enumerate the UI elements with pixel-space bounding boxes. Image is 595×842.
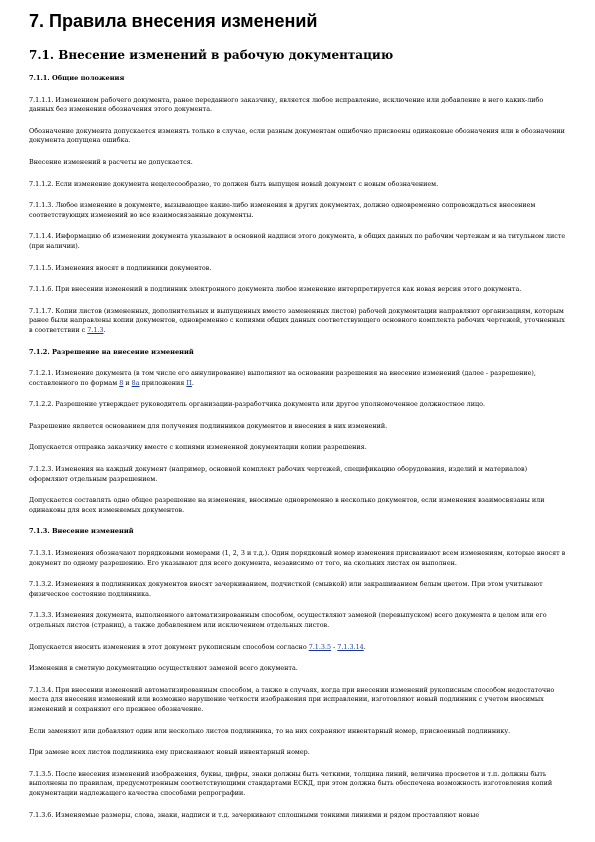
paragraph bbox=[29, 96, 568, 115]
paragraph-text: . bbox=[191, 378, 194, 387]
paragraph-text: Допускается отправка заказчику вместе с копиями измененной документации копии разрешения. bbox=[29, 443, 367, 452]
document-body bbox=[29, 74, 568, 820]
paragraph bbox=[29, 496, 568, 515]
paragraph-text: . bbox=[363, 642, 366, 651]
cross-reference-link[interactable]: 8а bbox=[131, 378, 140, 387]
paragraph bbox=[29, 664, 568, 674]
paragraph bbox=[29, 158, 568, 168]
paragraph bbox=[29, 285, 568, 295]
paragraph-text: 7.1.1.2. Если изменение документа нецелесообразно, то должен быть выпущен новый документ с новым обозначением. bbox=[29, 179, 439, 188]
paragraph bbox=[29, 811, 568, 821]
paragraph bbox=[29, 180, 568, 190]
paragraph-text: 7.1.2.2. Разрешение утверждает руководитель организации-разработчика документа или другое уполномоченное должностное лицо. bbox=[29, 400, 485, 409]
paragraph bbox=[29, 264, 568, 274]
paragraph bbox=[29, 770, 568, 799]
paragraph bbox=[29, 422, 568, 432]
paragraph-text: 7.1.3.2. Изменения в подлинниках документов вносят зачеркиванием, подчисткой (смывкой) или закрашиванием белым цветом. При этом учитывают физическое состояние подлинника. bbox=[29, 580, 543, 598]
paragraph bbox=[29, 748, 568, 758]
paragraph bbox=[29, 400, 568, 410]
cross-reference-link[interactable]: 7.1.3.14 bbox=[337, 642, 364, 651]
paragraph-text: . bbox=[103, 325, 106, 334]
paragraph-text: 7.1.1.6. При внесении изменений в подлинник электронного документа любое изменение интерпретируется как новая версия этого документа. bbox=[29, 285, 522, 294]
paragraph bbox=[29, 369, 568, 388]
subsection-heading: 7.1.2. Разрешение на внесение изменений bbox=[29, 347, 194, 356]
paragraph-text: 7.1.1.4. Информацию об изменении документа указывают в основной надписи этого документа, в общих данных по рабочим чертежам и на титульном листе (при наличии). bbox=[29, 232, 566, 250]
paragraph-text: Допускается вносить изменения в этот документ рукописным способом согласно bbox=[29, 642, 309, 651]
paragraph-text: Допускается составлять одно общее разрешение на изменения, вносимые одновременно в несколько документов, если изменения взаимосвязаны или одинаковы для всех изменяемых документов. bbox=[29, 496, 545, 514]
subsection-heading: 7.1.1. Общие положения bbox=[29, 74, 125, 82]
cross-reference-link[interactable]: 8 bbox=[119, 378, 124, 387]
paragraph-text: Если заменяют или добавляют один или несколько листов подлинника, то на них сохраняют инвентарный номер, присвоенный подлиннику. bbox=[29, 726, 511, 735]
paragraph-text: 7.1.1.1. Изменением рабочего документа, ранее переданного заказчику, является любое исправление, исключение или добавление в него каких-либо данных без изменения обозначения этого документа. bbox=[29, 95, 544, 114]
paragraph-text: Разрешение является основанием для получения подлинников документов и внесения в них изменений. bbox=[29, 421, 388, 430]
paragraph-text: 7.1.3.5. После внесения изменений изображения, буквы, цифры, знаки должны быть четкими, толщина линий, величина просветов и т.п. должны быть выполнены по правилам, предусмотренным соответствующими стандартами ЕСКД, при этом должна быть обеспечена возможность изготовления копий документации надлежащего качества способами репрографии. bbox=[29, 769, 553, 797]
paragraph-text: 7.1.3.3. Изменения документа, выполненного автоматизированным способом, осуществляют заменой (перевыпуском) всего документа в целом или его отдельных листов (страниц), а также добавлением или исключением отдельных листов. bbox=[29, 611, 547, 629]
paragraph bbox=[29, 549, 568, 568]
paragraph-text: 7.1.3.1. Изменения обозначают порядковыми номерами (1, 2, 3 и т.д.). Один порядковый номер изменения присваивают всем изменениям, которые вносят в документ по одному разрешению. Его указывают для всего документа, независимо от того, на скольких листах он выполнен. bbox=[29, 549, 566, 567]
paragraph bbox=[29, 127, 568, 146]
paragraph bbox=[29, 686, 568, 715]
paragraph-text: 7.1.2.1. Изменение документа (в том числе его аннулирование) выполняют на основании разрешения на внесение изменений (далее - разрешение), составленного по формам bbox=[29, 369, 536, 387]
paragraph-text: 7.1.2.3. Изменения на каждый документ (например, основной комплект рабочих чертежей, спецификацию оборудования, изделий и материалов) оформляют отдельным разрешением. bbox=[29, 465, 528, 483]
paragraph-text: приложения bbox=[139, 378, 187, 387]
paragraph bbox=[29, 611, 568, 630]
paragraph bbox=[29, 201, 568, 220]
page-title: 7. Правила внесения изменений bbox=[29, 11, 318, 31]
paragraph-text: 7.1.1.3. Любое изменение в документе, вызывающее какие-либо изменения в других документах, должно одновременно сопровождаться внесением соответствующих изменений во все взаимосвязанные документы. bbox=[29, 201, 536, 219]
paragraph-text: 7.1.3.6. Изменяемые размеры, слова, знаки, надписи и т.д. зачеркивают сплошными тонкими линиями и рядом проставляют новые bbox=[29, 810, 480, 819]
paragraph-text: Внесение изменений в расчеты не допускается. bbox=[29, 157, 193, 166]
paragraph-text: - bbox=[331, 642, 338, 651]
cross-reference-link[interactable]: 7.1.3 bbox=[87, 325, 104, 334]
paragraph-text: При замене всех листов подлинника ему присваивают новый инвентарный номер. bbox=[29, 748, 310, 757]
paragraph bbox=[29, 727, 568, 737]
paragraph-text: 7.1.1.7. Копии листов (измененных, дополнительных и выпущенных вместо замененных листов) рабочей документации направляют организациям, которым ранее были направлены копии документов, одновременно с копиями общих данных соответствующего основного комплекта рабочих чертежей, уточненных в соответствии с bbox=[29, 306, 565, 334]
cross-reference-link[interactable]: 7.1.3.5 bbox=[308, 642, 332, 651]
paragraph-text: 7.1.3.4. При внесении изменений автоматизированным способом, а также в случаях, когда при внесении изменений рукописным способом недостаточно места для внесения изменений или возможно нарушение четкости изображения при исправлении, изготовляют новый подлинник с учетом вносимых изменений и сохраняют его прежнее обозначение. bbox=[29, 685, 555, 713]
paragraph bbox=[29, 465, 568, 484]
cross-reference-link[interactable]: П bbox=[186, 378, 192, 387]
paragraph bbox=[29, 232, 568, 251]
subsection-heading: 7.1.3. Внесение изменений bbox=[29, 527, 134, 536]
paragraph bbox=[29, 307, 568, 336]
paragraph-text: Изменения в сметную документацию осуществляют заменой всего документа. bbox=[29, 664, 298, 673]
paragraph-text: 7.1.1.5. Изменения вносят в подлинники документов. bbox=[29, 263, 212, 272]
paragraph-text: Обозначение документа допускается изменять только в случае, если разным документам ошибочно присвоены одинаковые обозначения или в обозначении документа допущена ошибка. bbox=[29, 126, 565, 145]
paragraph bbox=[29, 643, 568, 653]
paragraph bbox=[29, 443, 568, 453]
paragraph-text: и bbox=[123, 378, 132, 387]
paragraph bbox=[29, 580, 568, 599]
section-title: 7.1. Внесение изменений в рабочую документацию bbox=[29, 48, 394, 62]
